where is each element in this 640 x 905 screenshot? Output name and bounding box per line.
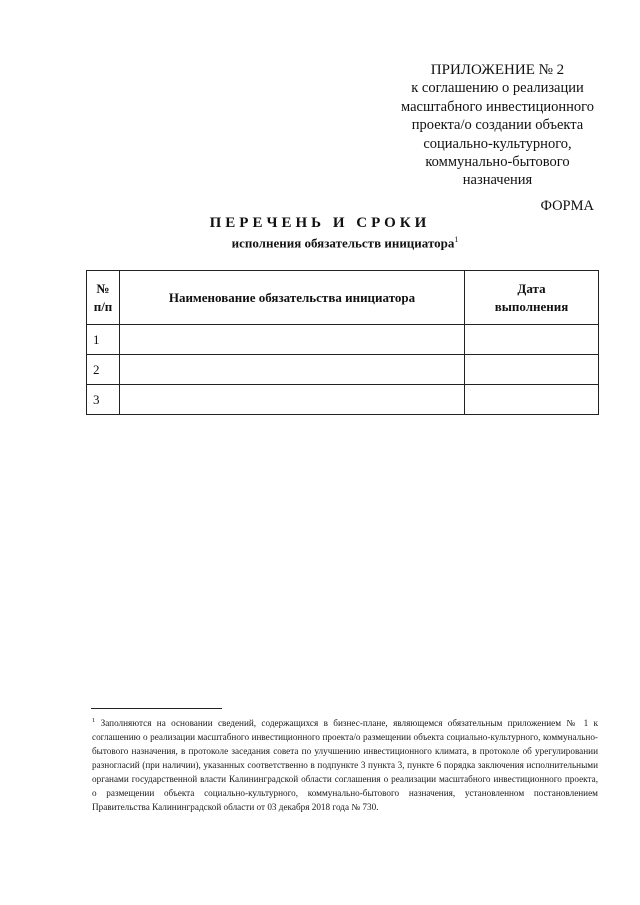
header-number-line1: № xyxy=(96,280,110,296)
footnote-mark: 1 xyxy=(92,717,96,724)
row-number: 2 xyxy=(87,355,120,385)
table-header-row xyxy=(87,271,599,325)
row-date-cell[interactable] xyxy=(465,385,599,415)
footnote-reference: 1 xyxy=(454,235,459,244)
row-obligation-cell[interactable] xyxy=(120,325,465,355)
appendix-header xyxy=(380,61,615,190)
header-date-line1: Дата xyxy=(517,280,546,296)
row-obligation-cell[interactable] xyxy=(120,385,465,415)
header-number xyxy=(87,271,120,325)
row-date-cell[interactable] xyxy=(465,355,599,385)
row-obligation-cell[interactable] xyxy=(120,355,465,385)
obligations-table xyxy=(86,270,599,415)
header-date-line2: выполнения xyxy=(494,298,569,314)
row-date-cell[interactable] xyxy=(465,325,599,355)
footnote-text: Заполняются на основании сведений, содержащихся в бизнес-плане, являющемся обязательным приложением № 1 к соглашению о реализации масштабного инвестиционного проекта/о размещении объекта социально-культурного, коммунально-бытового назначения, в протоколе заседания совета по улучшению инвестиционного климата, в протоколе об урегулировании разногласий (при наличии), указанных соответственно в подпункте 3 пункта 3, пункте 6 порядка заключения исполнительными органами государственной власти Калининградской области соглашения о реализации масштабного инвестиционного проекта, о размещении объекта социально-культурного, коммунально-бытового назначения, установленном постановлением Правительства Калининградской области от 03 декабря 2018 года № 730. xyxy=(92,718,599,812)
appendix-line: коммунально-бытового xyxy=(425,154,570,171)
subtitle-text: исполнения обязательств инициатора xyxy=(231,235,455,251)
header-obligation-name: Наименование обязательства инициатора xyxy=(120,271,465,325)
header-date xyxy=(465,271,599,325)
footnote-separator xyxy=(91,708,222,709)
table-row xyxy=(87,325,599,355)
table-row xyxy=(87,385,599,415)
footnote xyxy=(92,714,598,814)
form-label: ФОРМА xyxy=(540,198,594,214)
row-number: 3 xyxy=(87,385,120,415)
document-subtitle xyxy=(0,235,640,251)
appendix-line: назначения xyxy=(462,172,533,189)
appendix-line: проекта/о создании объекта xyxy=(411,117,584,134)
header-number-line2: п/п xyxy=(93,298,113,314)
table-row xyxy=(87,355,599,385)
appendix-line: масштабного инвестиционного xyxy=(401,98,594,115)
appendix-heading: ПРИЛОЖЕНИЕ № 2 xyxy=(430,62,565,78)
appendix-line: социально-культурного, xyxy=(423,135,572,152)
document-title: ПЕРЕЧЕНЬ И СРОКИ xyxy=(209,215,431,231)
appendix-line: к соглашению о реализации xyxy=(411,80,584,97)
row-number: 1 xyxy=(87,325,120,355)
